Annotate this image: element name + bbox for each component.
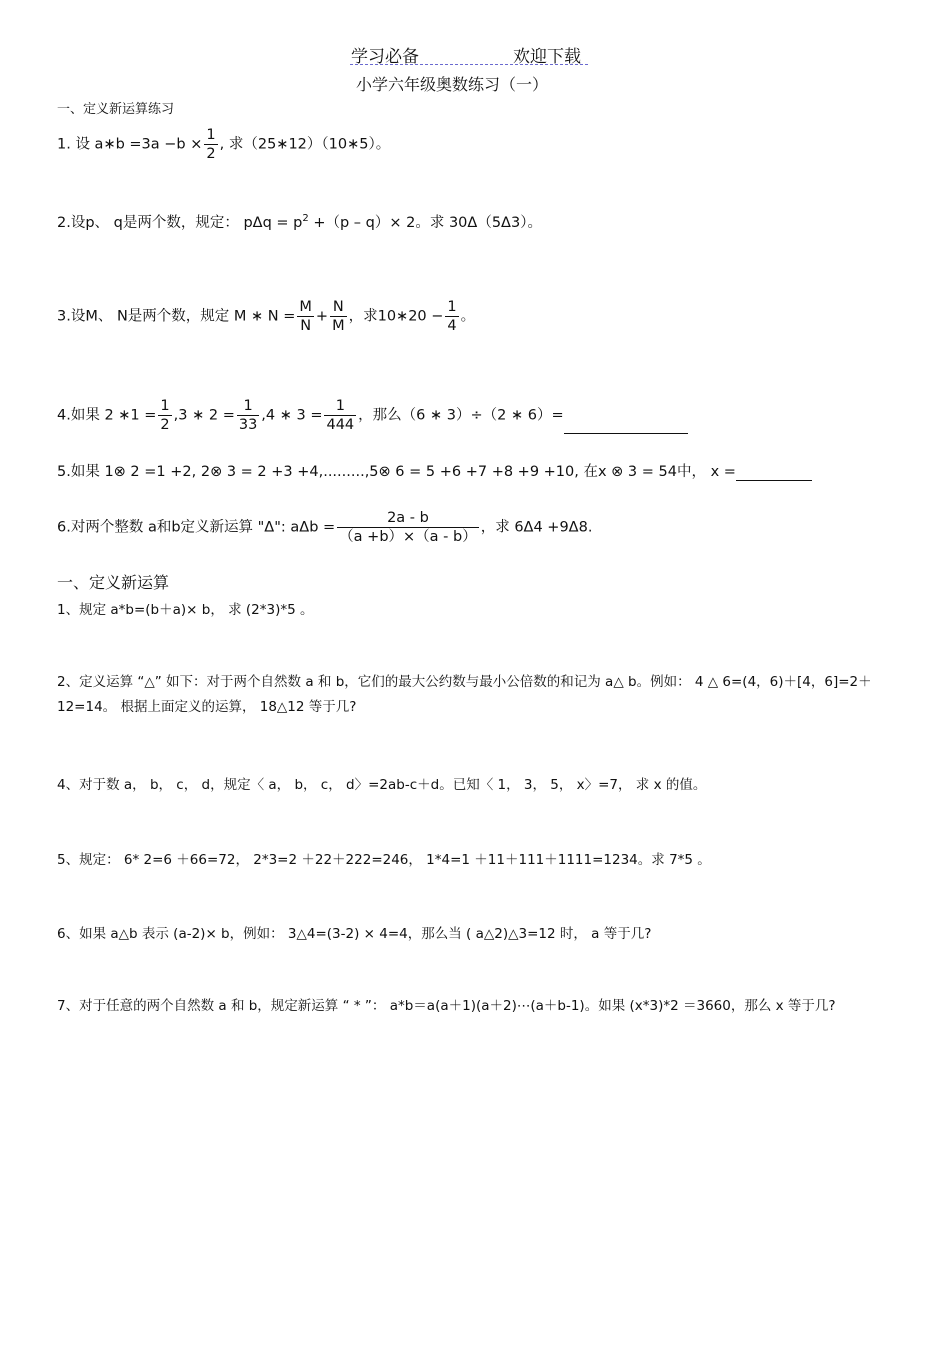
exponent: 2	[302, 213, 309, 225]
problem-1-text-a: 1. 设 a∗b =3a −b ×	[57, 136, 203, 153]
problem-5-text: 5.如果 1⊗ 2 =1 +2, 2⊗ 3 = 2 +3 +4,.........,5⊗ 6 = 5 +6 +7 +8 +9 +10, 在x ⊗ 3 = 54中， x =	[57, 464, 736, 480]
header-right: 欢迎下载	[513, 47, 581, 67]
fraction: $\frac{N}{M}$	[332, 299, 345, 335]
problem-4-text-b: ,3 ∗ 2 =	[173, 407, 235, 424]
exercise-5: 5、规定： 6* 2=6 ＋66=72， 2*3=2 ＋22＋222=246， 1*4=1 ＋11＋111＋1111=1234。求 7*5 。	[57, 852, 711, 868]
problem-4-text-c: ,4 ∗ 3 =	[261, 407, 323, 424]
answer-blank[interactable]	[736, 464, 812, 481]
fraction: $\frac{1}{4}$	[447, 299, 457, 335]
problem-2-text-a: 2.设p、 q是两个数，规定： pΔq = p	[57, 215, 303, 231]
problem-3-text-a: 3.设M、 N是两个数，规定 M ∗ N =	[57, 308, 296, 325]
problem-2-text-b: +（p – q）× 2。求 30Δ（5Δ3）。	[308, 215, 542, 231]
problem-1-text-b: , 求（25∗12）（10∗5）。	[219, 136, 391, 153]
section-heading-1: 一、定义新运算练习	[57, 102, 175, 117]
problem-3-text-c: 。	[460, 308, 476, 325]
problem-6-text-b: ，求 6Δ4 +9Δ8.	[480, 519, 593, 536]
page-title: 小学六年级奥数练习（一）	[356, 75, 549, 94]
problem-4	[57, 397, 688, 434]
problem-3-text-b: ，求10∗20 −	[348, 308, 444, 325]
section-heading-2: 一、定义新运算	[57, 573, 170, 592]
problem-1	[57, 126, 390, 163]
problem-3	[57, 298, 475, 335]
fraction: $\frac{2a - b}{(a +b)\times(a - b)}$	[339, 510, 477, 546]
fraction: $\frac{1}{2}$	[160, 398, 170, 434]
header-divider	[350, 64, 588, 65]
problem-6-text-a: 6.对两个整数 a和b定义新运算 "Δ": aΔb =	[57, 519, 336, 536]
exercise-7: 7、对于任意的两个自然数 a 和 b，规定新运算 “ * ”： a*b＝a(a＋1)(a＋2)⋯(a＋b-1)。如果 (x*3)*2 ＝3660，那么 x 等于几?	[57, 998, 836, 1014]
answer-blank[interactable]	[564, 417, 688, 434]
header-left: 学习必备	[351, 47, 419, 67]
plus-sign: +	[315, 308, 329, 325]
problem-5	[57, 460, 812, 481]
problem-2	[57, 211, 542, 232]
exercise-4: 4、对于数 a， b， c， d，规定〈 a， b， c， d〉=2ab-c＋d。已知〈 1， 3， 5， x〉=7， 求 x 的值。	[57, 777, 707, 793]
fraction: $\frac{1}{2}$	[206, 127, 216, 163]
fraction: $\frac{1}{33}$	[238, 398, 258, 434]
exercise-1: 1、规定 a*b=(b＋a)× b， 求 (2*3)*5 。	[57, 602, 314, 618]
problem-4-text-d: ，那么（6 ∗ 3）÷（2 ∗ 6）=	[358, 407, 564, 424]
fraction: $\frac{M}{N}$	[299, 299, 312, 335]
exercise-2: 2、定义运算 “△” 如下：对于两个自然数 a 和 b，它们的最大公约数与最小公倍数的和记为 a△ b。例如： 4 △ 6=(4，6)＋[4，6]=2＋12=14。 根据上面定义的运算， 18△12 等于几?	[57, 674, 872, 715]
fraction: $\frac{1}{444}$	[326, 398, 355, 434]
problem-6	[57, 509, 592, 546]
problem-4-text-a: 4.如果 2 ∗1 =	[57, 407, 157, 424]
exercise-6: 6、如果 a△b 表示 (a-2)× b，例如： 3△4=(3-2) × 4=4，那么当 ( a△2)△3=12 时， a 等于几?	[57, 926, 652, 942]
